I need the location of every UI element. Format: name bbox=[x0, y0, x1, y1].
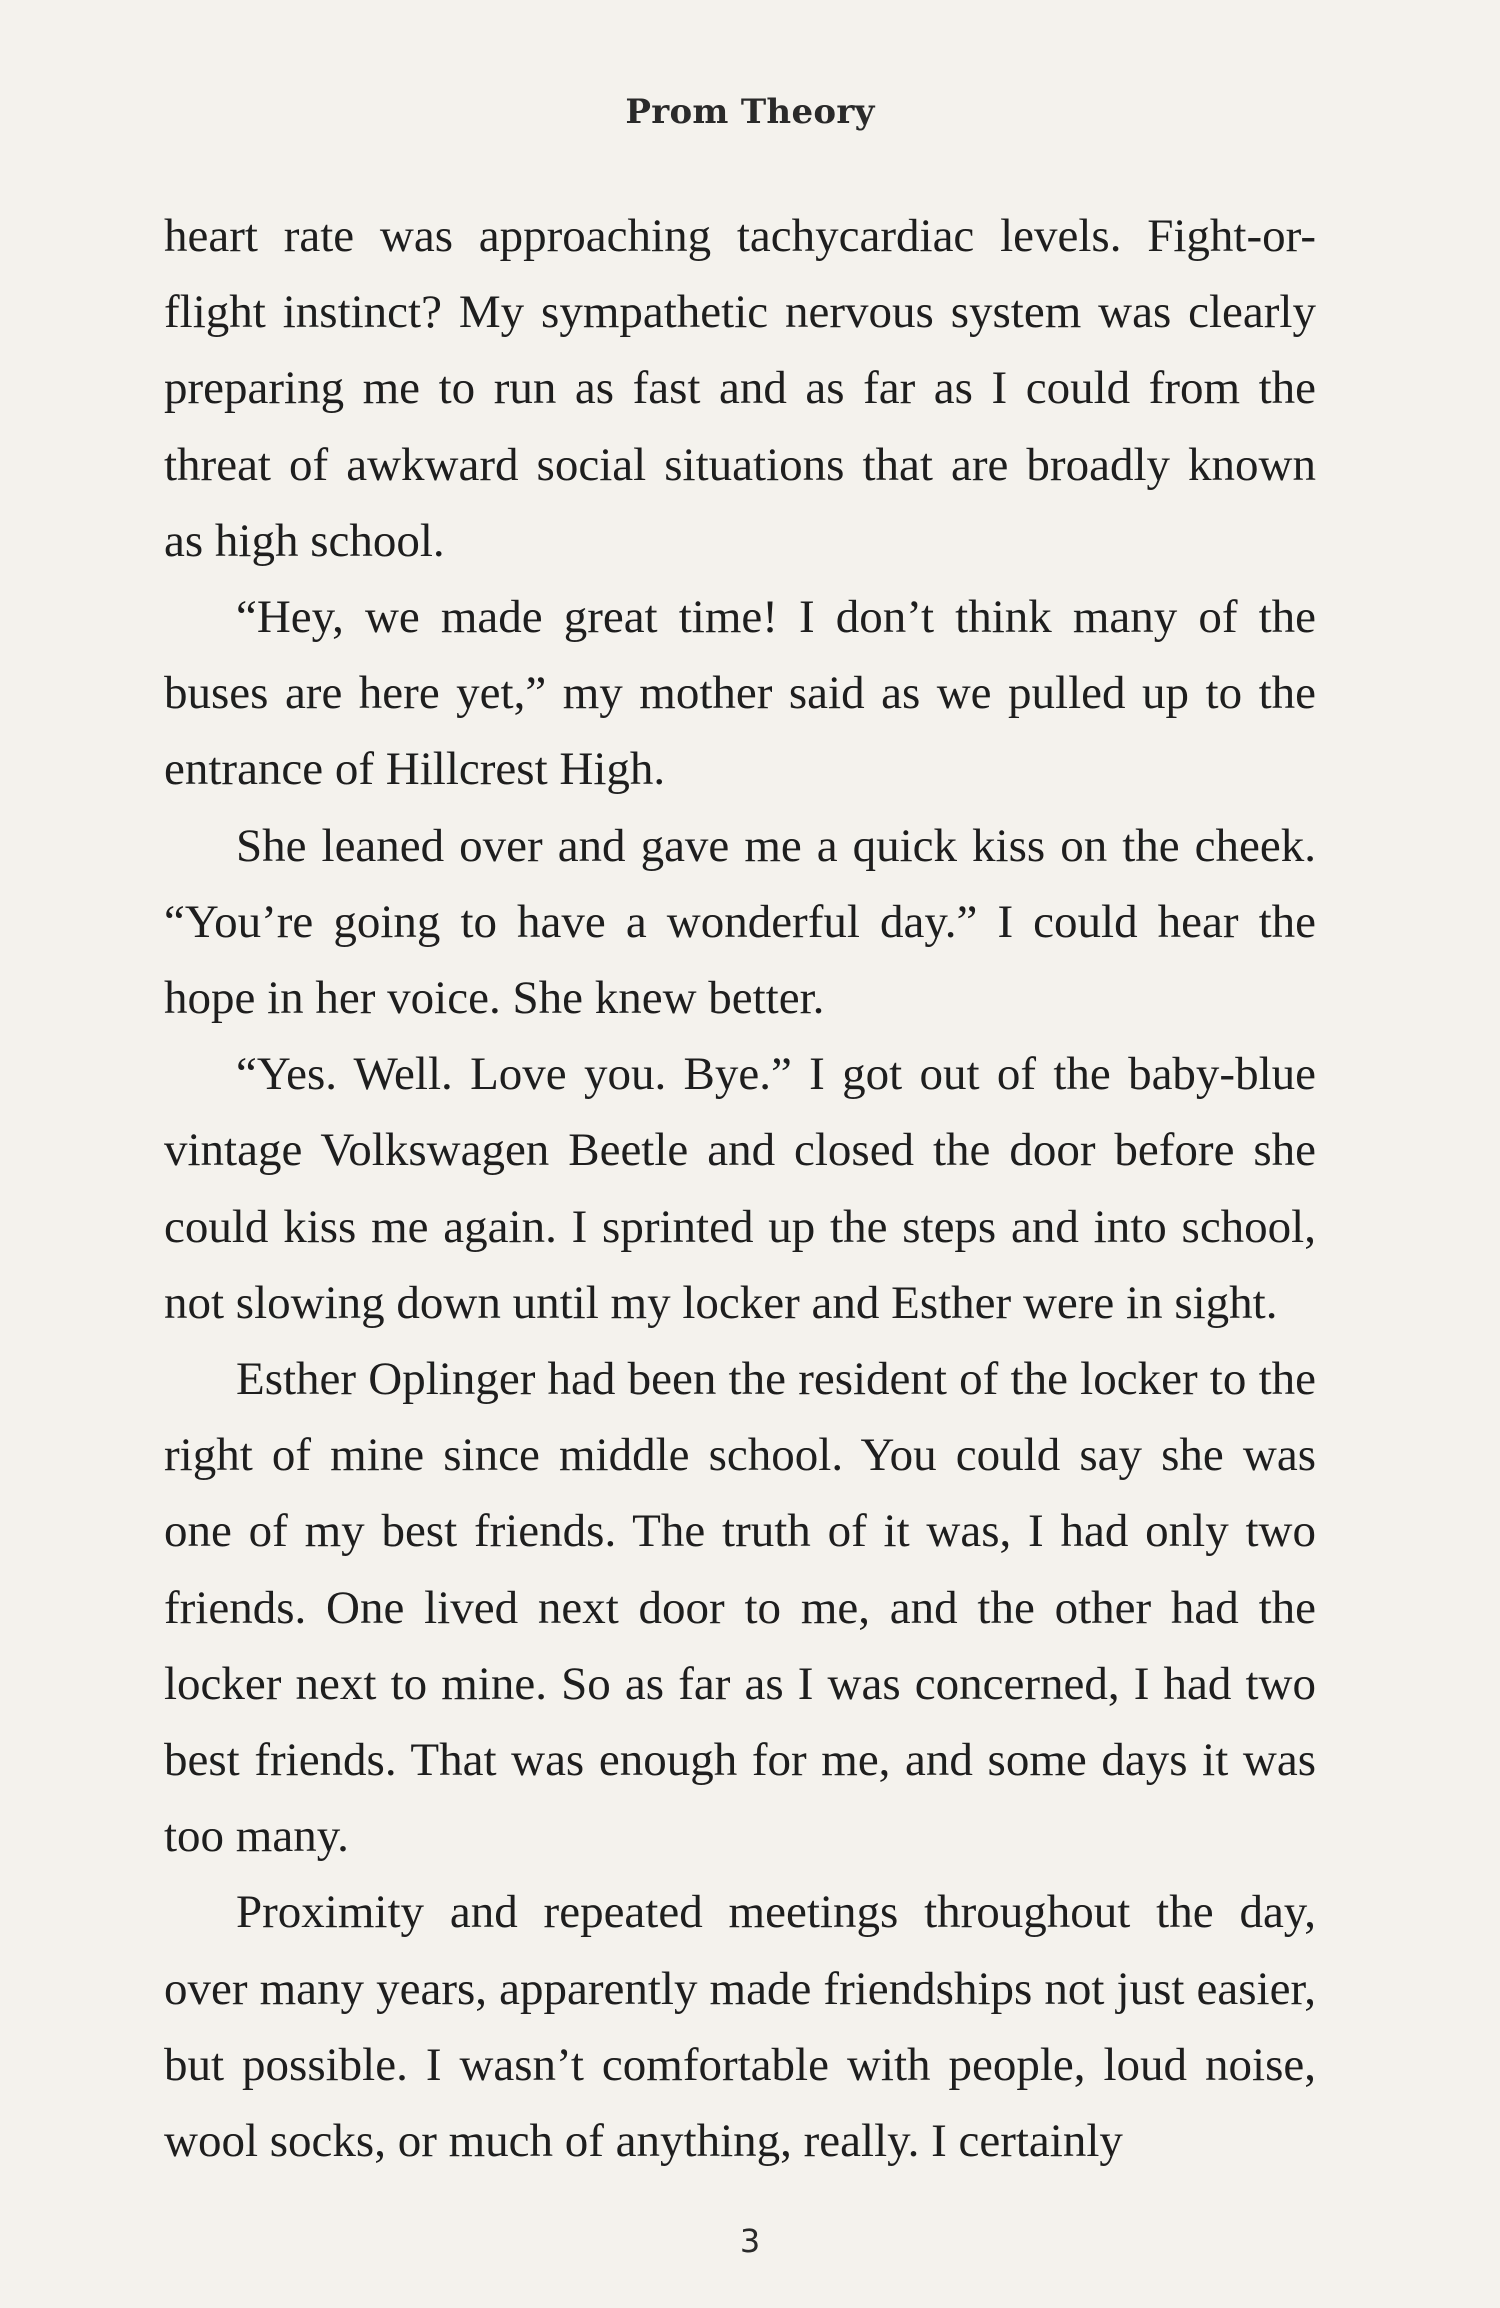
body-text bbox=[164, 198, 1316, 2179]
paragraph: “Yes. Well. Love you. Bye.” I got out of the baby-blue vintage Volkswagen Beetle and closed the door before she could kiss me again. I sprinted up the steps and into school, not slowing down until my locker and Esther were in sight. bbox=[164, 1048, 1316, 1329]
running-head: Prom Theory bbox=[625, 92, 875, 132]
paragraph: She leaned over and gave me a quick kiss on the cheek. “You’re going to have a wonderful day.” I could hear the hope in her voice. She knew better. bbox=[164, 819, 1316, 1025]
paragraph: heart rate was approaching tachycardiac levels. Fight-or-flight instinct? My sympathetic nervous system was clearly preparing me to run as fast and as far as I could from the threat of awkward social situations that are broadly known as high school. bbox=[164, 210, 1316, 567]
paragraph: Esther Oplinger had been the resident of the locker to the right of mine since middle school. You could say she was one of my best friends. The truth of it was, I had only two friends. One lived next door to me, and the other had the locker next to mine. So as far as I was concerned, I had two best friends. That was enough for me, and some days it was too many. bbox=[164, 1353, 1316, 1863]
paragraph: Proximity and repeated meetings throughout the day, over many years, apparently made friendships not just easier, but possible. I wasn’t comfortable with people, loud noise, wool socks, or much of anything, really. I certainly bbox=[164, 1886, 1316, 2168]
paragraph: “Hey, we made great time! I don’t think many of the buses are here yet,” my mother said as we pulled up to the entrance of Hillcrest High. bbox=[164, 591, 1316, 796]
page-number: 3 bbox=[739, 2222, 761, 2260]
